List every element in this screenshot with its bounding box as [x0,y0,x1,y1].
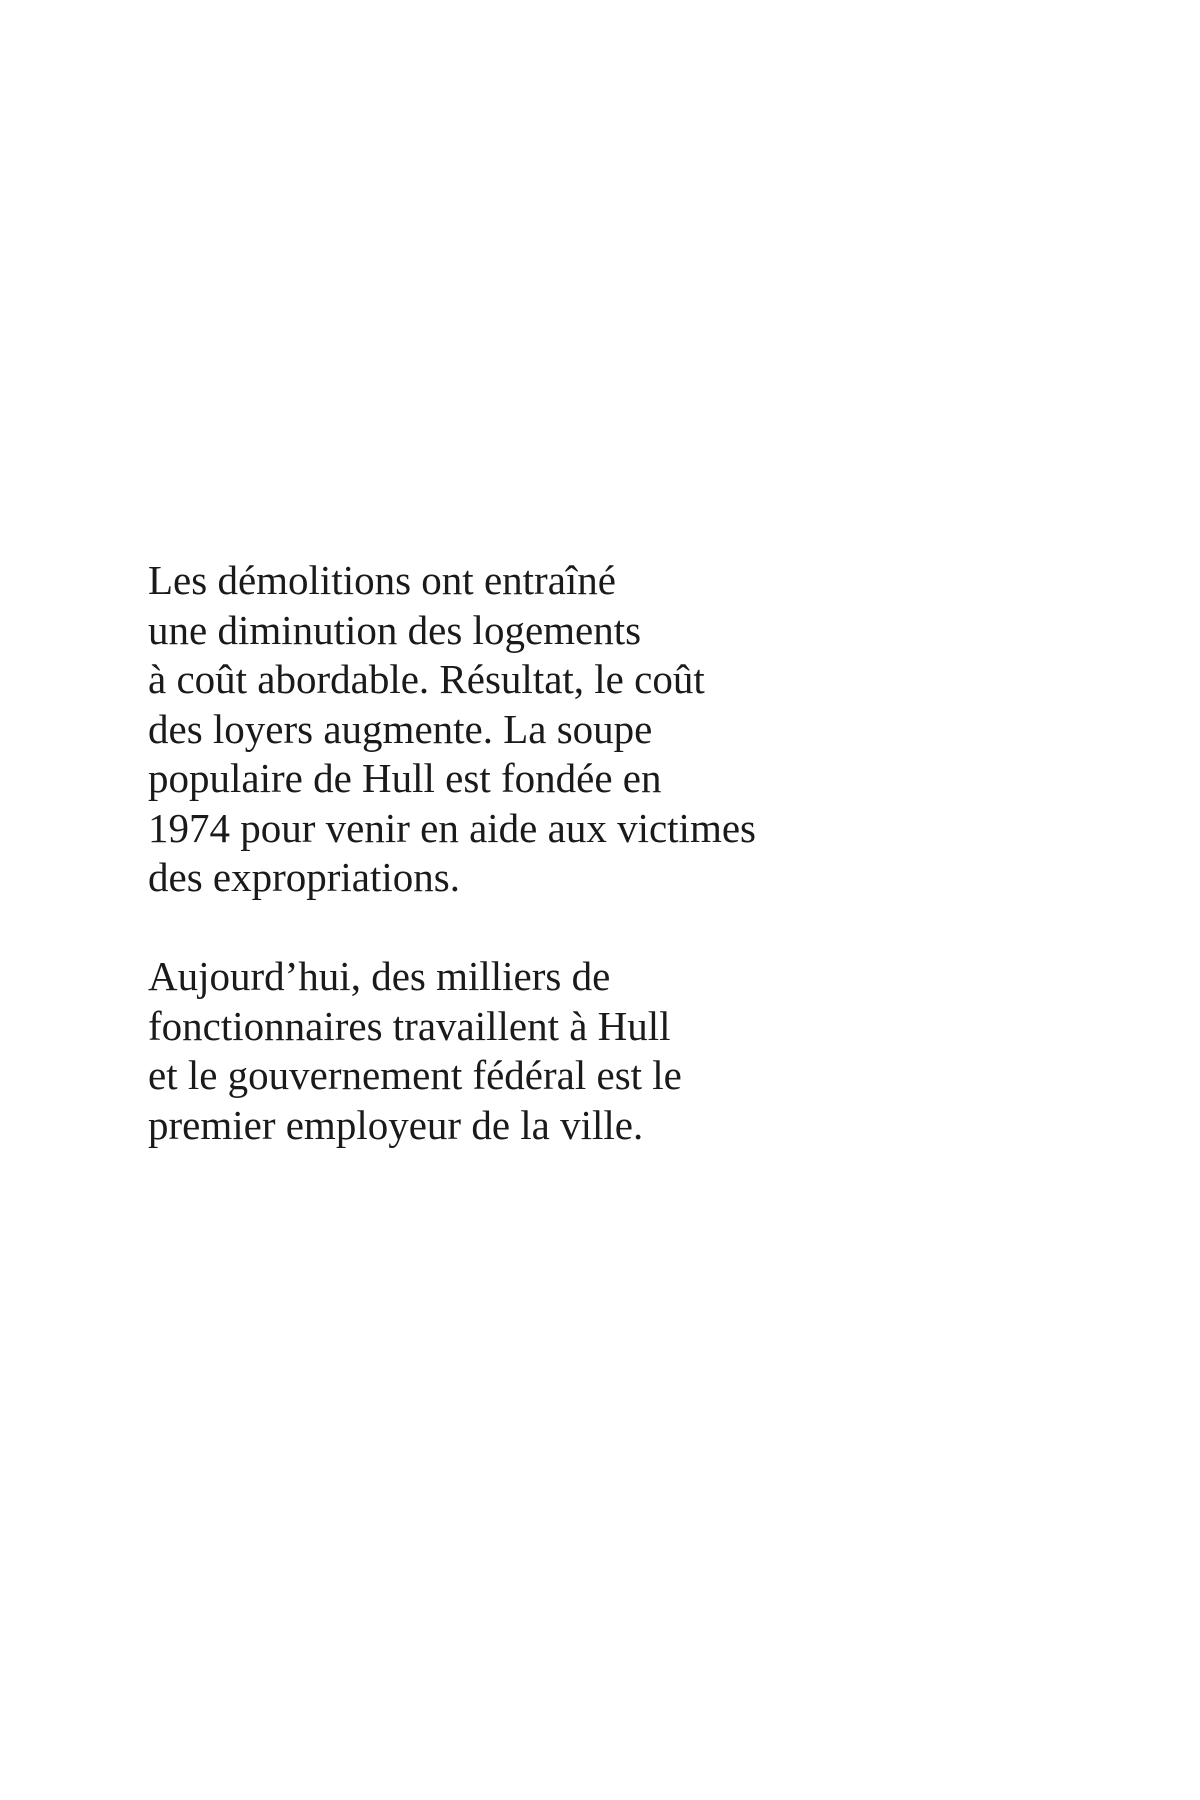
text-line: des expropriations. [148,854,460,900]
paragraph-fonctionnaires [148,952,908,1150]
text-line: populaire de Hull est fondée en [148,755,662,801]
text-line: premier employeur de la ville. [148,1101,644,1148]
text-line: une diminution des logements [148,606,642,653]
paragraph-demolitions [148,556,908,903]
text-line: à coût abordable. Résultat, le coût [148,656,705,702]
text-line: des loyers augmente. La soupe [148,705,653,752]
text-line: Les démolitions ont entraîné [148,557,616,603]
text-line: Aujourd’hui, des milliers de [148,953,611,999]
text-line: 1974 pour venir en aide aux victimes [148,804,756,851]
body-text [148,556,908,1150]
text-line: fonctionnaires travaillent à Hull [148,1002,671,1049]
text-line: et le gouvernement fédéral est le [148,1052,682,1098]
